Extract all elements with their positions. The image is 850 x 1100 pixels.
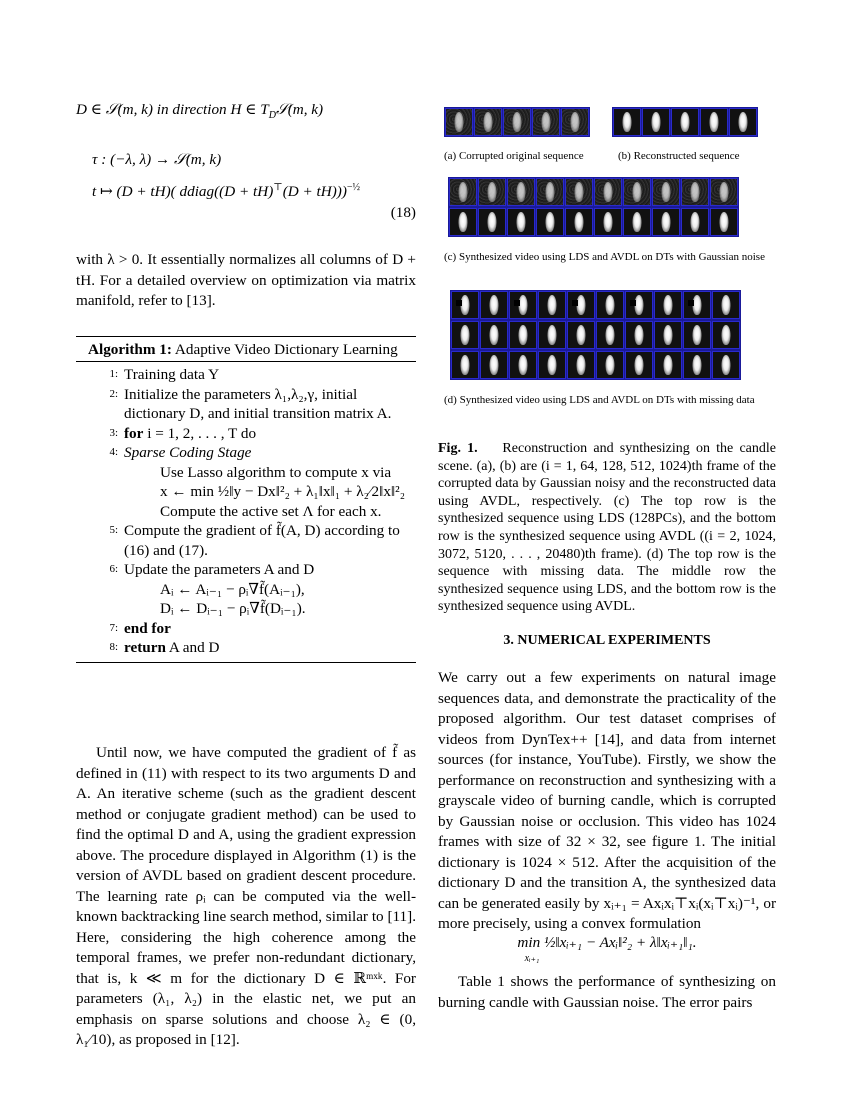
algorithm-line xyxy=(76,385,416,424)
candle-flame xyxy=(577,355,586,375)
candle-flame xyxy=(691,212,700,232)
video-frame xyxy=(509,351,537,379)
video-frame xyxy=(681,178,709,206)
candle-flame xyxy=(722,325,731,345)
equation-18: t ↦ (D + tH)( ddiag((D + tH)⊤(D + tH)))$^{-\frac{1}{2}}$ xyxy=(92,182,361,201)
video-frame xyxy=(509,291,537,319)
video-frame xyxy=(596,321,624,349)
candle-flame xyxy=(652,112,661,132)
video-frame xyxy=(451,351,479,379)
video-frame xyxy=(623,208,651,236)
candle-flame xyxy=(606,325,615,345)
line-number: 1: xyxy=(109,368,118,380)
video-frame xyxy=(507,178,535,206)
line-number: 2: xyxy=(109,387,118,400)
video-frame xyxy=(710,208,738,236)
candle-flame xyxy=(739,112,748,132)
video-frame xyxy=(596,291,624,319)
candle-flame xyxy=(623,112,632,132)
candle-flame xyxy=(722,295,731,315)
line-number: 6: xyxy=(109,563,118,575)
video-frame xyxy=(625,321,653,349)
video-frame xyxy=(567,351,595,379)
algorithm-line xyxy=(76,365,416,385)
video-frame xyxy=(623,178,651,206)
candle-flame xyxy=(484,112,493,132)
video-frame xyxy=(712,351,740,379)
candle-flame xyxy=(548,355,557,375)
video-frame xyxy=(710,178,738,206)
candle-flame xyxy=(693,325,702,345)
candle-flame xyxy=(604,182,613,202)
video-frame xyxy=(561,108,589,136)
candle-flame xyxy=(490,325,499,345)
occlusion-patch xyxy=(688,300,694,306)
video-frame xyxy=(474,108,502,136)
figure-a xyxy=(444,107,590,137)
video-frame xyxy=(538,351,566,379)
candle-flame xyxy=(710,112,719,132)
line-number: 7: xyxy=(109,621,118,634)
video-frame xyxy=(536,178,564,206)
occlusion-patch xyxy=(456,300,462,306)
algorithm-line xyxy=(76,424,416,444)
candle-flame xyxy=(513,112,522,132)
figure-b xyxy=(612,107,758,137)
video-frame xyxy=(565,208,593,236)
candle-flame xyxy=(691,182,700,202)
line-number: 5: xyxy=(109,524,118,536)
video-frame xyxy=(700,108,728,136)
video-frame xyxy=(480,291,508,319)
video-frame xyxy=(451,291,479,319)
algorithm-line xyxy=(76,619,416,639)
line-number: 4: xyxy=(109,446,118,458)
caption-b: (b) Reconstructed sequence xyxy=(618,150,740,162)
algorithm-line xyxy=(76,560,416,580)
caption-d: (d) Synthesized video using LDS and AVDL on DTs with missing data xyxy=(444,394,755,406)
video-frame xyxy=(625,291,653,319)
video-frame xyxy=(671,108,699,136)
avdl-missing-row xyxy=(450,350,741,380)
line-text: Initialize the parameters λ₁,λ₂,γ, initial dictionary D, and initial transition matrix A. xyxy=(124,385,392,422)
candle-flame xyxy=(519,355,528,375)
video-frame xyxy=(654,351,682,379)
video-frame xyxy=(683,351,711,379)
candle-flame xyxy=(575,212,584,232)
occlusion-patch xyxy=(514,300,520,306)
candle-flame xyxy=(459,182,468,202)
video-frame xyxy=(478,208,506,236)
lds-synth-row xyxy=(448,177,739,207)
line-text: Compute the active set Λ for each x. xyxy=(160,502,382,520)
line-text: for i = 1, 2, . . . , T do xyxy=(124,424,257,442)
reconstructed-frames xyxy=(612,107,758,137)
video-frame xyxy=(596,351,624,379)
video-frame xyxy=(729,108,757,136)
candle-flame xyxy=(490,355,499,375)
algorithm-line xyxy=(76,482,416,502)
candle-flame xyxy=(577,325,586,345)
line-text: Update the parameters A and D xyxy=(124,561,315,578)
candle-flame xyxy=(571,112,580,132)
video-frame xyxy=(683,291,711,319)
video-frame xyxy=(538,291,566,319)
candle-flame xyxy=(542,112,551,132)
algorithm-line xyxy=(76,521,416,560)
line-text: Dᵢ ← Dᵢ₋₁ − ρᵢ∇f̃(Dᵢ₋₁). xyxy=(160,600,306,617)
candle-flame xyxy=(517,212,526,232)
video-frame xyxy=(567,321,595,349)
convex-formulation: min ½‖xᵢ₊₁ − Axᵢ‖²₂ + λ‖xᵢ₊₁‖₁. xᵢ₊₁ xyxy=(517,934,697,964)
video-frame xyxy=(536,208,564,236)
candle-flame xyxy=(664,295,673,315)
video-frame xyxy=(594,178,622,206)
candle-flame xyxy=(633,182,642,202)
figure-d xyxy=(450,290,741,380)
figure-c xyxy=(448,177,739,237)
candle-flame xyxy=(720,212,729,232)
candle-flame xyxy=(548,295,557,315)
paragraph-table: Table 1 shows the performance of synthesizing on burning candle with Gaussian noise. The error pairs xyxy=(438,973,776,1011)
candle-flame xyxy=(488,182,497,202)
line-text: return A and D xyxy=(124,639,220,656)
manifold-direction-line: D ∈ 𝒮(m, k) in direction H ∈ $T_D𝒮(m$, k) xyxy=(76,101,324,122)
candle-flame xyxy=(635,325,644,345)
candle-flame xyxy=(662,212,671,232)
algorithm-title: Algorithm 1: Adaptive Video Dictionary Learning xyxy=(76,337,416,362)
video-frame xyxy=(532,108,560,136)
occlusion-patch xyxy=(572,300,578,306)
video-frame xyxy=(625,351,653,379)
candle-flame xyxy=(459,212,468,232)
line-text: x ← min ½‖y − Dx‖²₂ + λ₁‖x‖₁ + λ₂⁄2‖x‖²₂ xyxy=(160,483,406,500)
line-number: 8: xyxy=(109,641,118,653)
line-text: Use Lasso algorithm to compute x via xyxy=(160,463,392,481)
line-text: Aᵢ ← Aᵢ₋₁ − ρᵢ∇f̃(Aᵢ₋₁), xyxy=(160,580,305,598)
line-text: Compute the gradient of f̃(A, D) according to (16) and (17). xyxy=(124,522,400,559)
video-frame xyxy=(509,321,537,349)
video-frame xyxy=(594,208,622,236)
candle-flame xyxy=(488,212,497,232)
video-frame xyxy=(449,208,477,236)
tau-definition: τ : (−λ, λ) → 𝒮(m, k) xyxy=(92,151,222,168)
algorithm-steps xyxy=(76,362,416,662)
missing-data-row xyxy=(450,290,741,320)
algorithm-line xyxy=(76,463,416,483)
candle-flame xyxy=(662,182,671,202)
avdl-synth-row xyxy=(448,207,739,237)
occlusion-patch xyxy=(630,300,636,306)
video-frame xyxy=(503,108,531,136)
corrupted-frames xyxy=(444,107,590,137)
caption-c: (c) Synthesized video using LDS and AVDL on DTs with Gaussian noise xyxy=(444,251,765,263)
video-frame xyxy=(538,321,566,349)
candle-flame xyxy=(664,355,673,375)
line-text: Training data Y xyxy=(124,366,220,383)
candle-flame xyxy=(722,355,731,375)
candle-flame xyxy=(461,355,470,375)
line-text: Sparse Coding Stage xyxy=(124,444,252,461)
video-frame xyxy=(681,208,709,236)
candle-flame xyxy=(546,182,555,202)
video-frame xyxy=(712,291,740,319)
candle-flame xyxy=(681,112,690,132)
candle-flame xyxy=(635,355,644,375)
video-frame xyxy=(712,321,740,349)
video-frame xyxy=(613,108,641,136)
candle-flame xyxy=(604,212,613,232)
candle-flame xyxy=(575,182,584,202)
video-frame xyxy=(507,208,535,236)
line-number: 3: xyxy=(109,426,118,439)
algorithm-line xyxy=(76,580,416,600)
algorithm-line xyxy=(76,638,416,658)
candle-flame xyxy=(606,295,615,315)
video-frame xyxy=(654,291,682,319)
video-frame xyxy=(478,178,506,206)
caption-a: (a) Corrupted original sequence xyxy=(444,150,584,162)
video-frame xyxy=(480,321,508,349)
section-heading: 3. NUMERICAL EXPERIMENTS xyxy=(503,633,711,648)
candle-flame xyxy=(693,355,702,375)
candle-flame xyxy=(548,325,557,345)
paragraph-normalize: with λ > 0. It essentially normalizes all columns of D + tH. For a detailed overview on optimization via matrix manifold, refer to [13]. xyxy=(76,251,416,309)
video-frame xyxy=(565,178,593,206)
candle-flame xyxy=(455,112,464,132)
video-frame xyxy=(652,208,680,236)
candle-flame xyxy=(720,182,729,202)
candle-flame xyxy=(664,325,673,345)
candle-flame xyxy=(519,325,528,345)
lds-missing-row xyxy=(450,320,741,350)
candle-flame xyxy=(461,325,470,345)
candle-flame xyxy=(546,212,555,232)
algorithm-line xyxy=(76,502,416,522)
algorithm-line xyxy=(76,599,416,619)
video-frame xyxy=(480,351,508,379)
line-text: end for xyxy=(124,619,171,637)
video-frame xyxy=(449,178,477,206)
paragraph-gradient: Until now, we have computed the gradient of f̃ as defined in (11) with respect to its two arguments D and A. An iterative scheme (such as the gradient descent method or conjugate gradient method) can be used to find the optimal D and A, using the gradient expression above. The procedure displayed in Algorithm (1) is the version of AVDL based on gradient descent procedure. The learning rate ρᵢ can be computed via the well-known backtracking line search method, similar to [11]. Here, considering the high coherence among the temporal frames, we prefer non-redundant dictionary, that is, k ≪ m for the dictionary D ∈ ℝᵐˣᵏ. For parameters (λ₁, λ₂) in the elastic net, we put an emphasis on sparse solutions and choose λ₂ ∈ (0, λ₁⁄10), as proposed in [12]. xyxy=(76,744,416,1048)
video-frame xyxy=(451,321,479,349)
video-frame xyxy=(445,108,473,136)
video-frame xyxy=(654,321,682,349)
candle-flame xyxy=(633,212,642,232)
paragraph-experiments: We carry out a few experiments on natural image sequences data, and demonstrate the practicality of the proposed algorithm. Our test dataset comprises of videos from DynTex++ [14], and data from internet sources (for instance, YouTube). Firstly, we show the performance on reconstruction and synthesizing with a grayscale video of burning candle, which is corrupted by Gaussian noise or occlusion. This video has 1024 frames with size of 32 × 32, see figure 1. The initial dictionary is 1024 × 512. After the acquisition of the dictionary D and the transition A, the synthesized data can be generated easily by xᵢ₊₁ = Axᵢxᵢ⊤xᵢ(xᵢ⊤xᵢ)⁻¹, or more precisely, using a convex formulation xyxy=(438,669,776,932)
equation-number: (18) xyxy=(390,204,416,221)
video-frame xyxy=(683,321,711,349)
algorithm-line xyxy=(76,443,416,463)
video-frame xyxy=(567,291,595,319)
figure-1-caption: Fig. 1. Reconstruction and synthesizing on the candle scene. (a), (b) are (i = 1, 64, 128, 512, 1024)th frame of the corrupted data by Gaussian noisy and the reconstructed data using AVDL, respectively. (c) The top row is the synthesized sequence using LDS (128PCs), and the bottom row is the synthesized sequence using AVDL ((i = 2, 1024, 3072, 5120, . . . , 20480)th frame). (d) The top row is the sequence with missing data. The middle row the synthesized sequence using LDS, and the bottom row is the synthesized sequence using AVDL. xyxy=(438,441,776,615)
candle-flame xyxy=(490,295,499,315)
video-frame xyxy=(642,108,670,136)
video-frame xyxy=(652,178,680,206)
algorithm-box xyxy=(76,336,416,663)
candle-flame xyxy=(606,355,615,375)
candle-flame xyxy=(517,182,526,202)
